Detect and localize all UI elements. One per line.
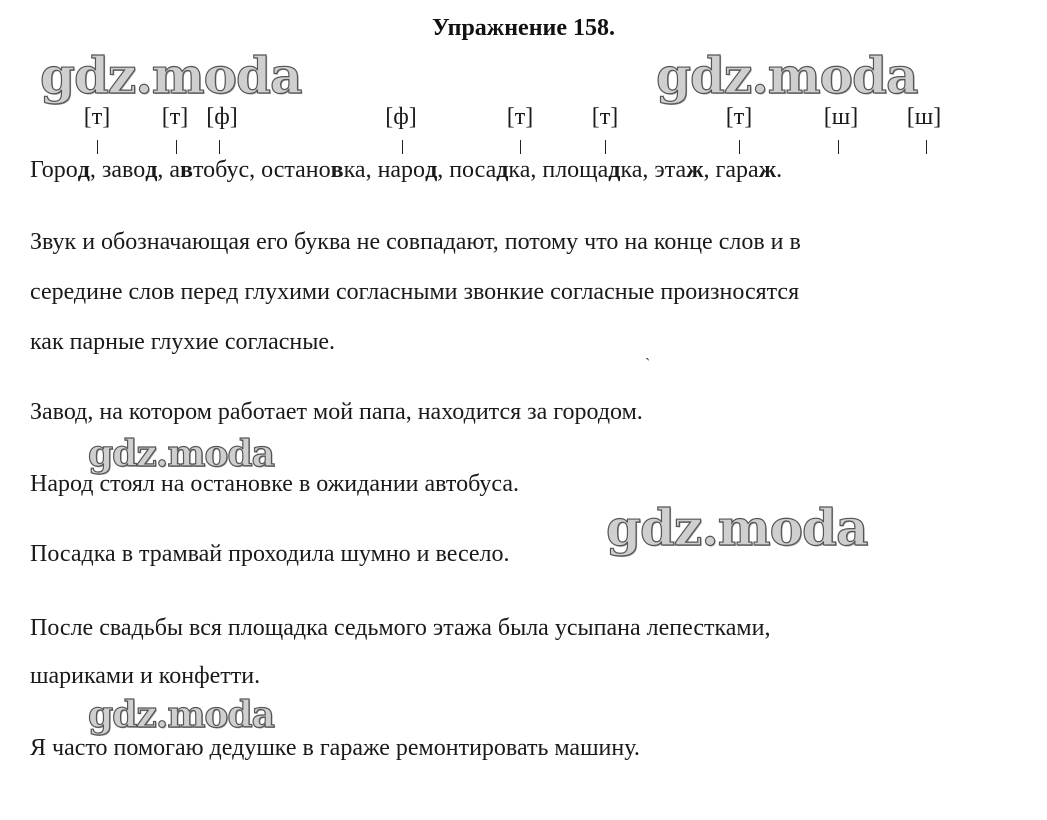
- separator: ,: [365, 157, 378, 183]
- highlighted-letter: д: [608, 157, 621, 183]
- word-text: ка: [508, 157, 531, 183]
- exercise-title: Упражнение 158.: [431, 15, 615, 41]
- word-text: заво: [101, 157, 146, 183]
- word-text: тобус: [192, 157, 250, 183]
- transcription-mark: [ф]: [385, 104, 417, 130]
- transcription-tick: [838, 140, 839, 154]
- explanation-line: середине слов перед глухими согласными звонкие согласные произносятся: [30, 279, 800, 305]
- watermark: gdz.moda: [88, 433, 274, 475]
- word-text: поса: [449, 157, 497, 183]
- transcription-mark: [т]: [725, 104, 753, 130]
- highlighted-letter: ж: [758, 157, 777, 183]
- word-text: .: [776, 157, 783, 183]
- transcription-tick: [176, 140, 177, 154]
- transcription-mark: [т]: [506, 104, 534, 130]
- word-text: эта: [654, 157, 687, 183]
- transcription-tick: [520, 140, 521, 154]
- word-text: площа: [542, 157, 609, 183]
- separator: ,: [703, 157, 716, 183]
- explanation-line: Звук и обозначающая его буква не совпадают, потому что на конце слов и в: [30, 229, 801, 255]
- example-sentence: Посадка в трамвай проходила шумно и весело.: [30, 541, 510, 567]
- separator: ,: [89, 157, 102, 183]
- word-text: Горо: [30, 157, 78, 183]
- transcription-tick: [97, 140, 98, 154]
- transcription-tick: [926, 140, 927, 154]
- transcription-mark: [ф]: [206, 104, 238, 130]
- word-text: а: [169, 157, 181, 183]
- highlighted-letter: ж: [686, 157, 704, 183]
- watermark: gdz.moda: [656, 46, 918, 105]
- watermark: gdz.moda: [606, 498, 868, 557]
- example-sentence: Народ стоял на остановке в ожидании автобуса.: [30, 471, 519, 497]
- scan-speck: `: [645, 356, 651, 373]
- example-sentence: Завод, на котором работает мой папа, находится за городом.: [30, 399, 643, 425]
- highlighted-letter: в: [180, 157, 193, 183]
- word-text: ка: [620, 157, 643, 183]
- separator: ,: [437, 157, 450, 183]
- transcription-mark: [ш]: [823, 104, 859, 130]
- watermark: gdz.moda: [88, 694, 274, 736]
- highlighted-letter: д: [77, 157, 90, 183]
- example-sentence: После свадьбы вся площадка седьмого этажа была усыпана лепестками,: [30, 615, 771, 641]
- example-sentence: Я часто помогаю дедушке в гараже ремонтировать машину.: [30, 735, 640, 761]
- highlighted-letter: д: [145, 157, 158, 183]
- word-text: гара: [715, 157, 759, 183]
- transcription-tick: [605, 140, 606, 154]
- word-text: остано: [261, 157, 331, 183]
- separator: ,: [249, 157, 262, 183]
- separator: ,: [530, 157, 543, 183]
- word-text: наро: [377, 157, 426, 183]
- transcription-mark: [т]: [591, 104, 619, 130]
- separator: ,: [642, 157, 655, 183]
- word-text: ка: [343, 157, 366, 183]
- example-sentence: шариками и конфетти.: [30, 663, 261, 689]
- highlighted-letter: д: [425, 157, 438, 183]
- word-list: [30, 155, 782, 185]
- separator: ,: [157, 157, 170, 183]
- highlighted-letter: д: [496, 157, 509, 183]
- watermark: gdz.moda: [40, 46, 302, 105]
- highlighted-letter: в: [330, 157, 344, 183]
- transcription-tick: [402, 140, 403, 154]
- transcription-tick: [739, 140, 740, 154]
- transcription-tick: [219, 140, 220, 154]
- transcription-mark: [ш]: [906, 104, 942, 130]
- transcription-mark: [т]: [161, 104, 189, 130]
- explanation-line: как парные глухие согласные.: [30, 329, 336, 355]
- transcription-mark: [т]: [83, 104, 111, 130]
